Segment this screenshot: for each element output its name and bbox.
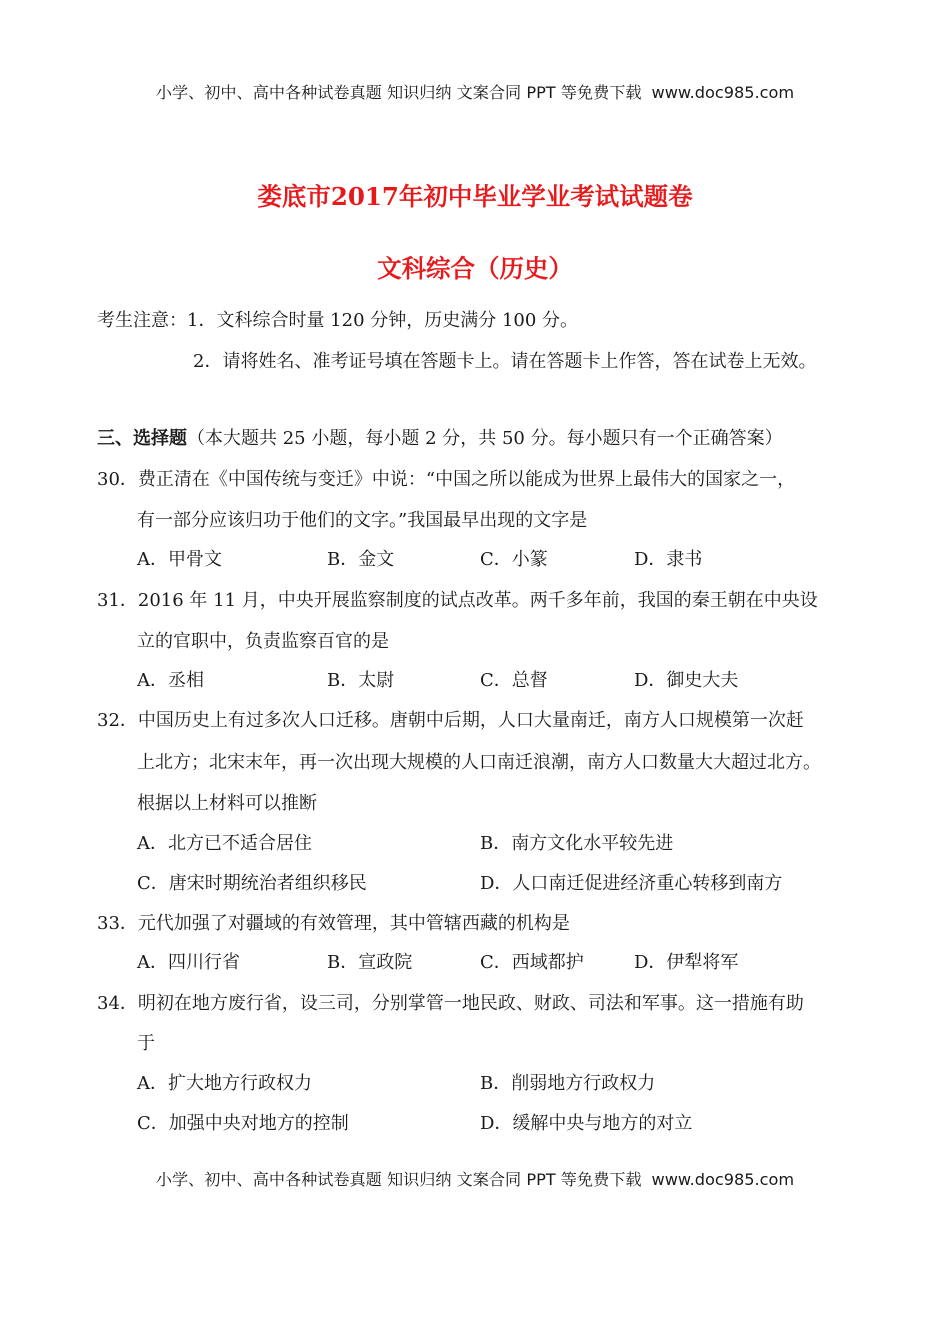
q34-option-a: A．扩大地方行政权力 bbox=[137, 1073, 312, 1094]
q30-line-2: 有一部分应该归功于他们的文字。”我国最早出现的文字是 bbox=[137, 510, 588, 531]
q33-line-1: 33．元代加强了对疆域的有效管理，其中管辖西藏的机构是 bbox=[97, 913, 570, 934]
q30-option-a: A．甲骨文 bbox=[137, 549, 222, 570]
q30-option-c: C．小篆 bbox=[480, 549, 548, 570]
q34-line-2: 于 bbox=[137, 1033, 155, 1054]
section-title: 三、选择题 bbox=[97, 428, 187, 449]
exam-subtitle: 文科综合（历史） bbox=[377, 254, 573, 283]
footer-text: 小学、初中、高中各种试卷真题 知识归纳 文案合同 PPT 等免费下载 bbox=[155, 1170, 642, 1189]
q31-option-c: C．总督 bbox=[480, 670, 548, 691]
q33-option-a: A．四川行省 bbox=[137, 952, 240, 973]
q31-option-b: B．太尉 bbox=[327, 670, 395, 691]
q32-option-b: B．南方文化水平较先进 bbox=[480, 833, 674, 854]
section-desc: （本大题共 25 小题，每小题 2 分，共 50 分。每小题只有一个正确答案） bbox=[187, 428, 783, 449]
page-header bbox=[0, 79, 950, 103]
q32-line-1: 32．中国历史上有过多次人口迁移。唐朝中后期，人口大量南迁，南方人口规模第一次赶 bbox=[97, 710, 804, 731]
q32-option-a: A．北方已不适合居住 bbox=[137, 833, 312, 854]
q33-option-c: C．西域都护 bbox=[480, 952, 584, 973]
q32-line-2: 上北方；北宋末年，再一次出现大规模的人口南迁浪潮，南方人口数量大大超过北方。 bbox=[137, 752, 821, 773]
q31-option-d: D．御史大夫 bbox=[634, 670, 739, 691]
notice-item-2: 2．请将姓名、准考证号填在答题卡上。请在答题卡上作答，答在试卷上无效。 bbox=[193, 351, 817, 372]
q30-line-1: 30．费正清在《中国传统与变迁》中说：“中国之所以能成为世界上最伟大的国家之一， bbox=[97, 469, 796, 490]
q34-line-1: 34．明初在地方废行省，设三司，分别掌管一地民政、财政、司法和军事。这一措施有助 bbox=[97, 993, 804, 1014]
q34-option-b: B．削弱地方行政权力 bbox=[480, 1073, 656, 1094]
header-text: 小学、初中、高中各种试卷真题 知识归纳 文案合同 PPT 等免费下载 bbox=[155, 83, 642, 102]
q31-line-2: 立的官职中，负责监察百官的是 bbox=[137, 631, 389, 652]
q32-option-c: C．唐宋时期统治者组织移民 bbox=[137, 873, 367, 894]
q30-option-d: D．隶书 bbox=[634, 549, 703, 570]
q30-option-b: B．金文 bbox=[327, 549, 395, 570]
notice-line-1 bbox=[97, 309, 578, 333]
q34-option-d: D．缓解中央与地方的对立 bbox=[480, 1113, 693, 1134]
q32-option-d: D．人口南迁促进经济重心转移到南方 bbox=[480, 873, 783, 894]
footer-url: www.doc985.com bbox=[651, 1170, 795, 1189]
page-footer bbox=[0, 1166, 950, 1190]
notice-item-1: 1．文科综合时量 120 分钟，历史满分 100 分。 bbox=[187, 310, 579, 331]
q32-line-3: 根据以上材料可以推断 bbox=[137, 793, 317, 814]
q33-option-b: B．宣政院 bbox=[327, 952, 413, 973]
q33-option-d: D．伊犁将军 bbox=[634, 952, 739, 973]
exam-title: 娄底市2017年初中毕业学业考试试题卷 bbox=[257, 182, 693, 211]
q34-option-c: C．加强中央对地方的控制 bbox=[137, 1113, 349, 1134]
header-url: www.doc985.com bbox=[651, 83, 795, 102]
q31-option-a: A．丞相 bbox=[137, 670, 204, 691]
q31-line-1: 31．2016 年 11 月，中央开展监察制度的试点改革。两千多年前，我国的秦王朝在中央设 bbox=[97, 590, 818, 611]
section-heading bbox=[97, 427, 783, 451]
notice-label: 考生注意： bbox=[97, 310, 187, 331]
